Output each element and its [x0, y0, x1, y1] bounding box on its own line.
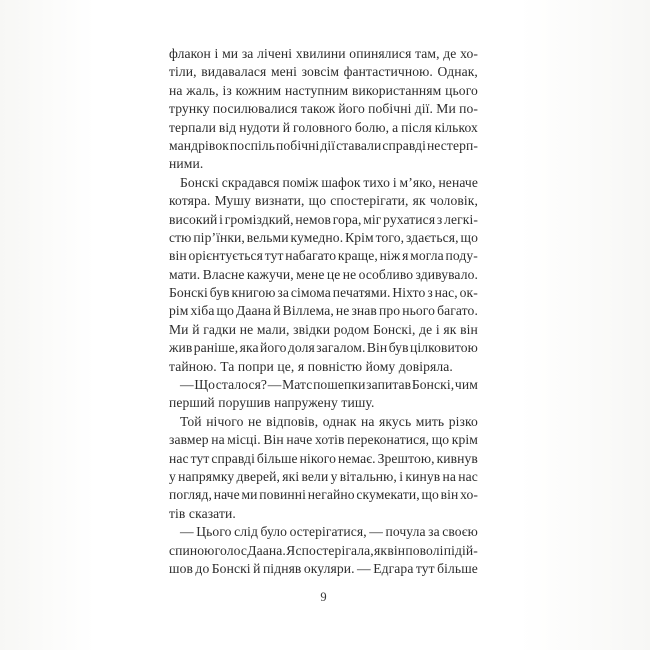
text-line: високий і громіздкий, немов гора, міг рухатися з легкі-	[169, 211, 478, 227]
text-line: Бонскі скрадався поміж шафок тихо і м’яко, неначе	[180, 174, 478, 190]
text-line: тіли, видавалася мені зовсім фантастичною. Однак,	[169, 64, 478, 80]
text-line: — Що сталося? — Матс пошепки запитав Бонскі, чим	[180, 377, 478, 393]
text-line: — Цього слід було остерігатися, — почула за своєю	[180, 524, 478, 540]
text-line: жив раніше, яка його доля загалом. Він був цілковитою	[169, 340, 478, 356]
text-line: він орієнтується тут набагато краще, ніж я могла поду-	[169, 248, 478, 264]
text-line: перший порушив напружену тишу.	[169, 395, 375, 411]
paragraph	[169, 174, 478, 376]
text-line: ними.	[169, 156, 204, 172]
text-line: завмер на місці. Він наче хотів переконатися, що крім	[169, 432, 478, 448]
text-line: погляд, наче ми повинні негайно скумекати, що він хо-	[169, 487, 478, 503]
text-line: терпали від нудоти й головного болю, а після кількох	[169, 119, 478, 135]
text-line: тів сказати.	[169, 505, 236, 521]
text-line: Ми й гадки не мали, звідки родом Бонскі, де і як він	[169, 321, 478, 337]
paragraph	[169, 45, 478, 174]
page-number: 9	[320, 590, 327, 604]
text-line: мандрівок поспіль побічні дії ставали справді нестерп-	[169, 137, 478, 153]
text-line: котяра. Мушу визнати, що спостерігати, як чоловік,	[169, 193, 478, 209]
paragraph	[169, 523, 478, 578]
text-line: тайною. Та попри це, я повністю йому довіряла.	[169, 358, 453, 374]
paragraph	[169, 413, 478, 523]
text-line: рім хіба що Даана й Віллема, не знав про нього багато.	[169, 303, 478, 319]
text-line: на жаль, із кожним наступним використанням цього	[169, 82, 478, 98]
text-line: Той нічого не відповів, однак на якусь мить різко	[180, 413, 478, 429]
text-line: нас тут справді більше нікого немає. Зрештою, кивнув	[169, 450, 478, 466]
text-line: спиною голос Даана. Я спостерігала, як він поволі підій-	[169, 542, 478, 558]
text-line: трунку посилювалися також його побічні дії. Ми по-	[169, 101, 478, 117]
text-line: мати. Власне кажучи, мене це не особливо здивувало.	[169, 266, 478, 282]
text-line: у напрямку дверей, які вели у вітальню, і кинув на нас	[169, 468, 478, 484]
text-line: флакон і ми за лічені хвилини опинялися там, де хо-	[169, 46, 478, 61]
text-line: Бонскі був книгою за сімома печатями. Ніхто з нас, ок-	[169, 285, 478, 301]
book-text-block	[169, 45, 478, 578]
text-line: стю пір’їнки, вельми кумедно. Крім того, здається, що	[169, 229, 478, 245]
text-line: шов до Бонскі й підняв окуляри. — Едгара тут більше	[169, 560, 478, 576]
paragraph	[169, 376, 478, 413]
